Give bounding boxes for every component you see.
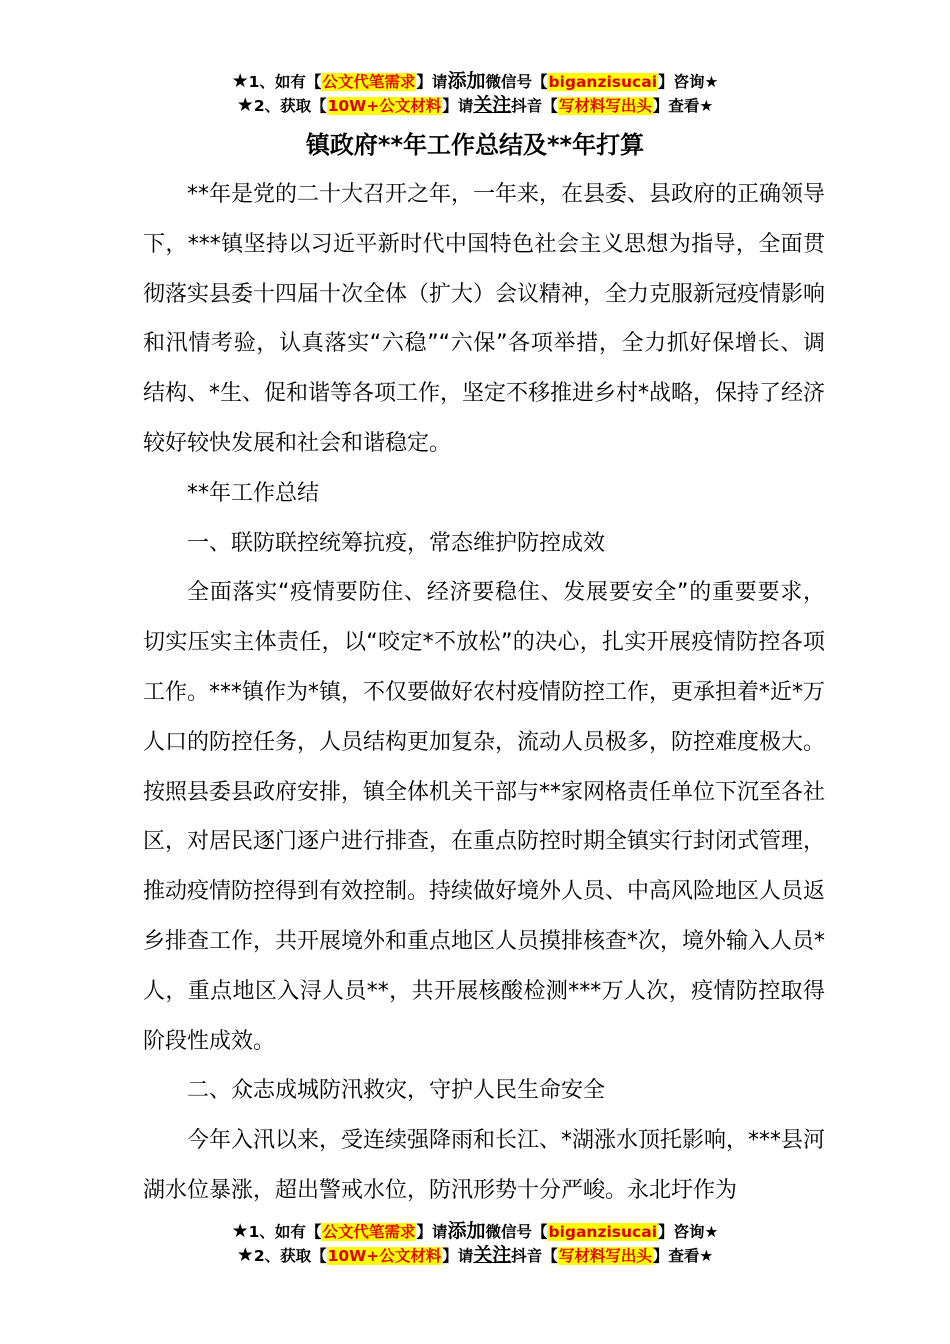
- banner-text: 】请: [416, 1223, 448, 1241]
- banner-text: 2、获取【: [253, 1247, 327, 1265]
- section-heading-2: 二、众志成城防汛救灾，守护人民生命安全: [187, 1078, 606, 1104]
- highlight-text: 10W+公文材料: [327, 97, 442, 115]
- banner-text: 】咨询★: [658, 1223, 719, 1241]
- wechat-id: biganzisucai: [548, 73, 658, 91]
- promo-banner-top: [0, 69, 950, 117]
- banner-text: 1、如有【: [248, 73, 322, 91]
- paragraph-intro: **年是党的二十大召开之年，一年来，在县委、县政府的正确领导下，***镇坚持以习近平新时代中国特色社会主义思想为指导，全面贯彻落实县委十四届十次全体（扩大）会议精神，全力克服新冠疫情影响和汛情考验，认真落实“六稳”“六保”各项举措，全力抓好保增长、调结构、*生、促和谐等各项工作，坚定不移推进乡村*战略，保持了经济较好较快发展和社会和谐稳定。: [143, 182, 826, 456]
- banner-text: 抖音【: [511, 97, 558, 115]
- banner-line-1: [0, 1219, 950, 1243]
- douyin-account: 写材料写出头: [558, 1247, 652, 1265]
- paragraph-epidemic: 全面落实“疫情要防住、经济要稳住、发展要安全”的重要要求，切实压实主体责任，以“咬定*不放松”的决心，扎实开展疫情防控各项工作。***镇作为*镇，不仅要做好农村疫情防控工作，更承担着*近*万人口的防控任务，人员结构更加复杂，流动人员极多，防控难度极大。按照县委县政府安排，镇全体机关干部与**家网格责任单位下沉至各社区，对居民逐门逐户进行排查，在重点防控时期全镇实行封闭式管理，推动疫情防控得到有效控制。持续做好境外人员、中高风险地区人员返乡排查工作，共开展境外和重点地区人员摸排核查*次，境外输入人员*人，重点地区入浔人员**，共开展核酸检测***万人次，疫情防控取得阶段性成效。: [143, 580, 826, 1054]
- section-heading-summary: **年工作总结: [187, 480, 320, 506]
- banner-text: 】咨询★: [658, 73, 719, 91]
- paragraph-flood: 今年入汛以来，受连续强降雨和长江、*湖涨水顶托影响，***县河湖水位暴涨，超出警戒水位，防汛形势十分严峻。永北圩作为: [143, 1128, 826, 1203]
- banner-text: 微信号【: [485, 73, 548, 91]
- banner-line-2: [0, 1243, 950, 1267]
- banner-text: 微信号【: [485, 1223, 548, 1241]
- star-icon: ★: [231, 1220, 249, 1242]
- wechat-id: biganzisucai: [548, 1223, 658, 1241]
- banner-text: 1、如有【: [248, 1223, 322, 1241]
- banner-text: 】请: [416, 73, 448, 91]
- star-icon: ★: [236, 94, 254, 116]
- section-heading-1: 一、联防联控统筹抗疫，常态维护防控成效: [187, 530, 606, 556]
- banner-text: 2、获取【: [253, 97, 327, 115]
- banner-text: 抖音【: [511, 1247, 558, 1265]
- document-body: [143, 170, 825, 1216]
- banner-line-2: [0, 93, 950, 117]
- banner-text: 】请: [442, 97, 474, 115]
- emphasis-text: 添加: [447, 1220, 486, 1242]
- highlight-text: 公文代笔需求: [322, 73, 416, 91]
- emphasis-text: 关注: [473, 94, 512, 116]
- emphasis-text: 添加: [447, 70, 486, 92]
- highlight-text: 公文代笔需求: [322, 1223, 416, 1241]
- document-title: 镇政府**年工作总结及**年打算: [305, 131, 645, 159]
- emphasis-text: 关注: [473, 1244, 512, 1266]
- star-icon: ★: [231, 70, 249, 92]
- banner-text: 】查看★: [652, 1247, 714, 1265]
- douyin-account: 写材料写出头: [558, 97, 652, 115]
- highlight-text: 10W+公文材料: [327, 1247, 442, 1265]
- banner-text: 】请: [442, 1247, 474, 1265]
- banner-text: 】查看★: [652, 97, 714, 115]
- star-icon: ★: [236, 1244, 254, 1266]
- promo-banner-bottom: [0, 1219, 950, 1267]
- banner-line-1: [0, 69, 950, 93]
